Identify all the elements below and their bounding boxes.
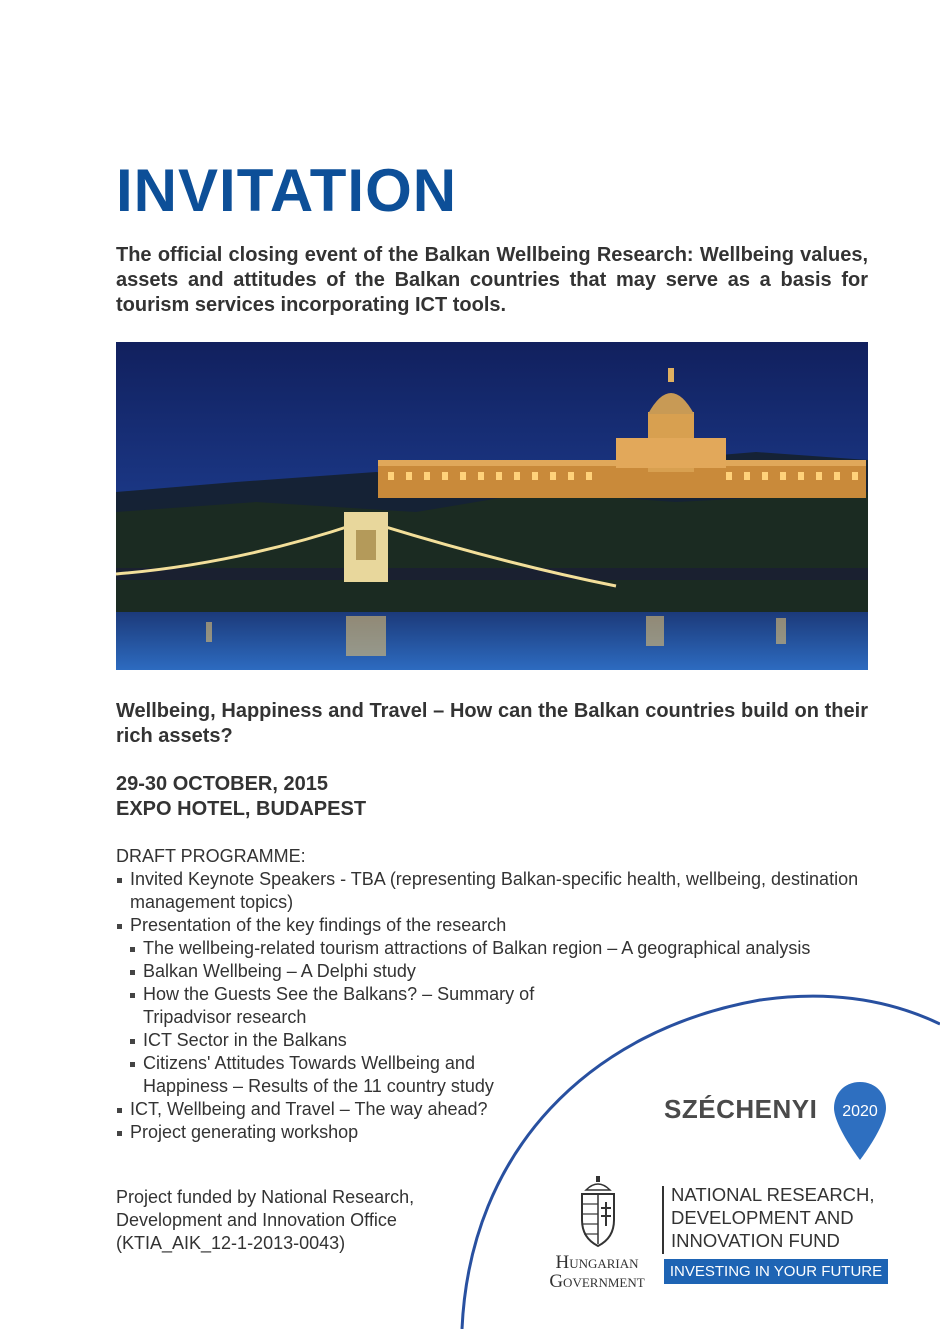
funding-line: Development and Innovation Office (116, 1210, 397, 1230)
innovation-fund-logo (671, 1183, 901, 1252)
budapest-night-photo (116, 342, 868, 670)
programme-subitem: How the Guests See the Balkans? – Summary of Tripadvisor research (116, 983, 553, 1029)
programme-item: Invited Keynote Speakers - TBA (representing Balkan-specific health, wellbeing, destination management topics) (116, 868, 876, 914)
logo-divider (662, 1186, 664, 1254)
fund-line: DEVELOPMENT AND (671, 1207, 854, 1228)
event-venue: EXPO HOTEL, BUDAPEST (116, 798, 367, 820)
programme-subitem: Balkan Wellbeing – A Delphi study (116, 960, 876, 983)
fund-line: INNOVATION FUND (671, 1230, 840, 1251)
gov-line: Government (549, 1271, 645, 1292)
hungarian-coat-of-arms-icon (578, 1176, 618, 1248)
funding-line: Project funded by National Research, (116, 1187, 415, 1207)
programme-item: Presentation of the key findings of the research (116, 914, 876, 937)
programme-item: Project generating workshop (116, 1121, 876, 1144)
programme-item: ICT, Wellbeing and Travel – The way ahead? (116, 1098, 876, 1121)
event-subtitle: Wellbeing, Happiness and Travel – How can the Balkan countries build on their rich assets? (116, 700, 868, 747)
programme-heading: DRAFT PROGRAMME: (116, 846, 306, 866)
programme-subitem: Citizens' Attitudes Towards Wellbeing and Happiness – Results of the 11 country study (116, 1052, 503, 1098)
szechenyi-pin-icon (832, 1080, 888, 1162)
lead-paragraph: The official closing event of the Balkan Wellbeing Research: Wellbeing values, assets and attitudes of the Balkan countries that may serve as a basis for tourism services incorporating ICT tools. (116, 244, 868, 316)
funding-code: (KTIA_AIK_12-1-2013-0043) (116, 1233, 346, 1253)
gov-line: Hungarian (555, 1252, 639, 1273)
event-details (116, 772, 366, 822)
programme-subitem: The wellbeing-related tourism attractions of Balkan region – A geographical analysis (116, 937, 876, 960)
programme-subitem: ICT Sector in the Balkans (116, 1029, 876, 1052)
szechenyi-logo-text: SZÉCHENYI (664, 1094, 818, 1124)
page-title: INVITATION (116, 157, 458, 224)
event-date: 29-30 OCTOBER, 2015 (116, 773, 328, 795)
fund-line: NATIONAL RESEARCH, (671, 1184, 875, 1205)
funding-note (116, 1186, 436, 1255)
hungarian-government-logo (538, 1253, 656, 1291)
szechenyi-year: 2020 (842, 1103, 878, 1120)
investing-banner: INVESTING IN YOUR FUTURE (664, 1259, 888, 1284)
